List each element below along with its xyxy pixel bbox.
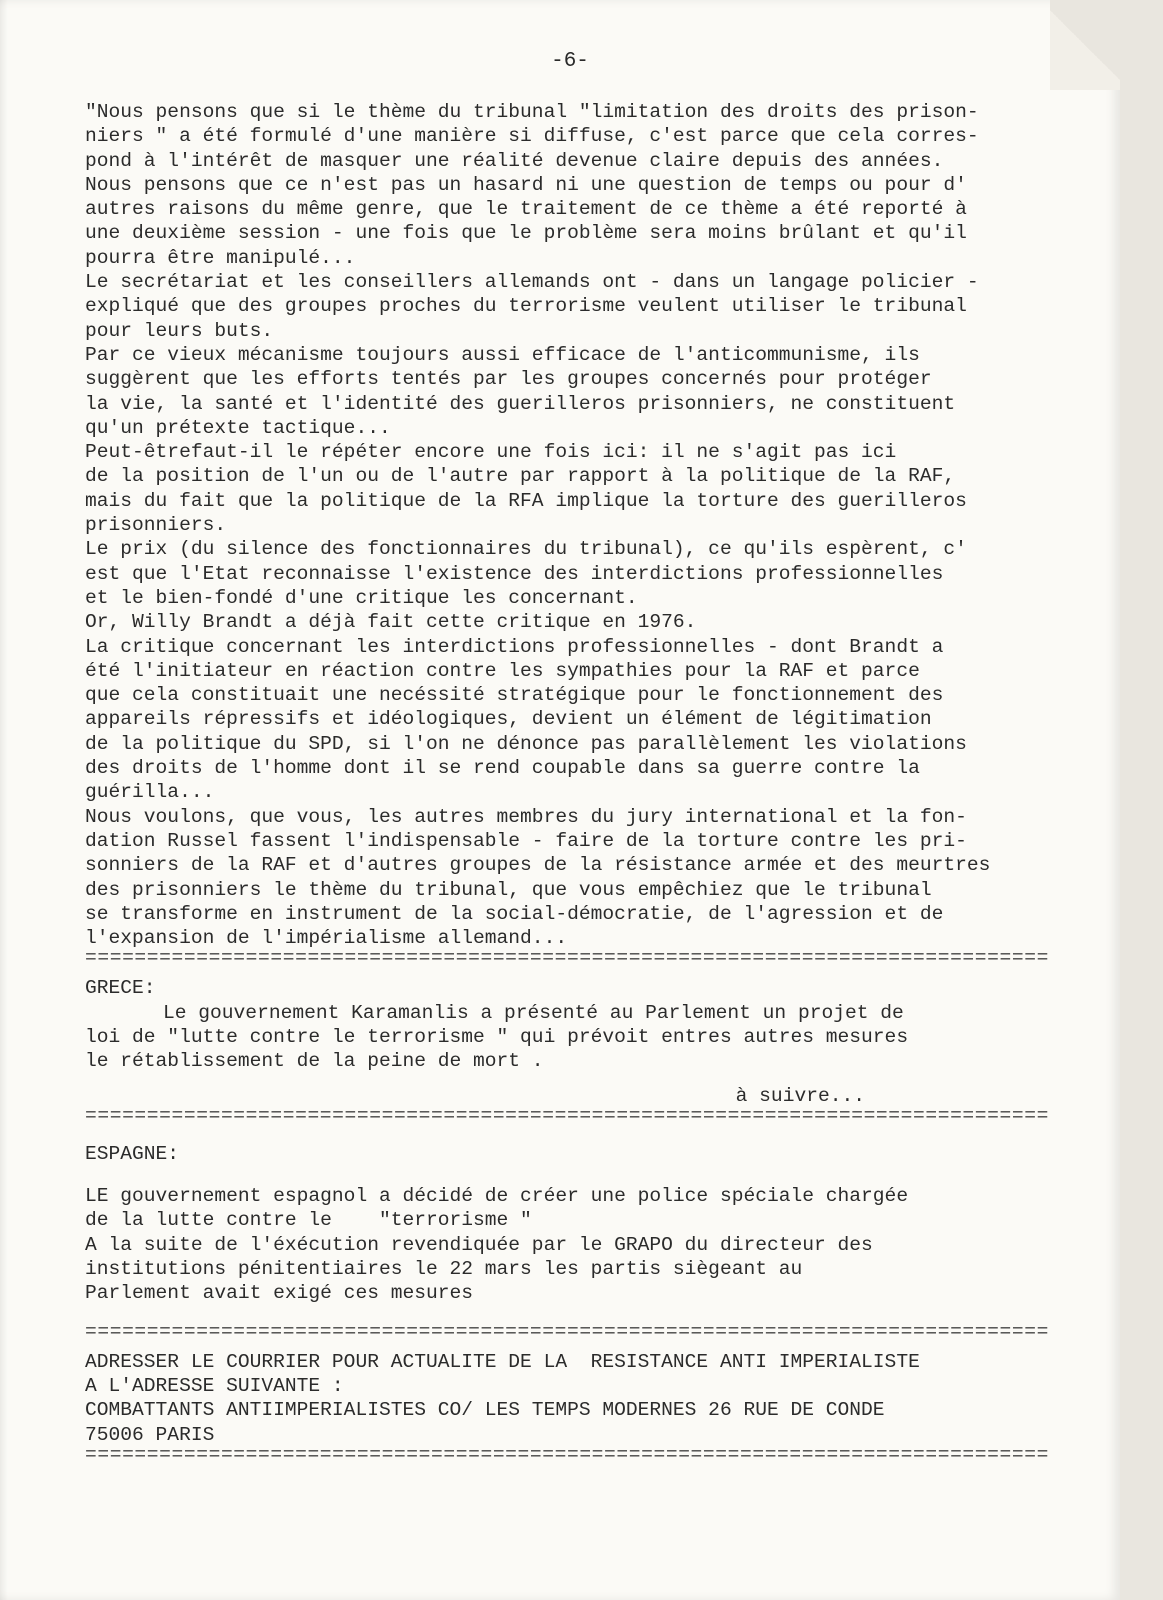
text-line: que cela constituait une necéssité stratégique pour le fonctionnement des <box>85 684 944 707</box>
text-line: prisonniers. <box>85 514 227 537</box>
text-line: pourra être manipulé... <box>85 246 356 269</box>
text-line: autres raisons du même genre, que le traitement de ce thème a été reporté à <box>85 198 967 221</box>
text-line: Peut-êtrefaut-il le répéter encore une fois ici: il ne s'agit pas ici <box>85 441 897 464</box>
text-line: institutions pénitentiaires le 22 mars les partis siègeant au <box>85 1258 803 1281</box>
separator-line: ============================================================================== <box>85 950 1049 967</box>
text-line: Nous pensons que ce n'est pas un hasard ni une question de temps ou pour d' <box>85 173 967 196</box>
text-line: guérilla... <box>85 781 215 804</box>
page-edge-shadow <box>0 0 8 1600</box>
separator-line: ============================================================================== <box>85 1446 1049 1463</box>
page-content <box>85 100 1115 1463</box>
section-greece <box>85 976 1115 1107</box>
footer-line: 75006 PARIS <box>85 1423 215 1446</box>
text-line: Or, Willy Brandt a déjà fait cette critique en 1976. <box>85 611 697 634</box>
text-line: Le secrétariat et les conseillers allemands ont - dans un langage policier - <box>85 271 979 294</box>
text-line: La critique concernant les interdictions professionnelles - dont Brandt a <box>85 635 944 658</box>
text-line: de la lutte contre le "terrorisme " <box>85 1209 532 1232</box>
section-heading-spain: ESPAGNE: <box>85 1142 180 1165</box>
text-line: "Nous pensons que si le thème du tribunal "limitation des droits des prison- <box>85 101 979 123</box>
text-line: de la position de l'un ou de l'autre par rapport à la politique de la RAF, <box>85 465 956 488</box>
separator-line: ============================================================================== <box>85 1323 1049 1340</box>
footer-line: A L'ADRESSE SUIVANTE : <box>85 1374 344 1397</box>
section-spain <box>85 1142 1115 1306</box>
text-line: de la politique du SPD, si l'on ne dénonce pas parallèlement les violations <box>85 732 967 755</box>
text-line: des prisonniers le thème du tribunal, que vous empêchiez que le tribunal <box>85 878 932 901</box>
text-line: appareils répressifs et idéologiques, devient un élément de légitimation <box>85 708 932 731</box>
text-line: Par ce vieux mécanisme toujours aussi efficace de l'anticommunisme, ils <box>85 343 920 366</box>
section-heading-greece: GRECE: <box>85 977 156 1000</box>
footer-address <box>85 1350 1115 1447</box>
text-line: niers " a été formulé d'une manière si diffuse, c'est parce que cela corres- <box>85 125 979 148</box>
text-line: suggèrent que les efforts tentés par les groupes concernés pour protéger <box>85 368 932 391</box>
text-line: été l'initiateur en réaction contre les sympathies pour la RAF et parce <box>85 659 920 682</box>
text-line: se transforme en instrument de la social-démocratie, de l'agression et de <box>85 902 944 925</box>
text-line: une deuxième session - une fois que le problème sera moins brûlant et qu'il <box>85 222 967 245</box>
text-line: pour leurs buts. <box>85 319 274 342</box>
text-line: est que l'Etat reconnaisse l'existence des interdictions professionnelles <box>85 562 944 585</box>
continued-note: à suivre... <box>735 1084 865 1107</box>
text-line: dation Russel fassent l'indispensable - faire de la torture contre les pri- <box>85 829 967 852</box>
separator-line: ============================================================================== <box>85 1107 1049 1124</box>
text-line: expliqué que des groupes proches du terrorisme veulent utiliser le tribunal <box>85 295 967 318</box>
section-tribunal-letter <box>85 100 1115 950</box>
footer-line: ADRESSER LE COURRIER POUR ACTUALITE DE LA RESISTANCE ANTI IMPERIALISTE <box>85 1350 920 1373</box>
folded-corner <box>1050 0 1120 90</box>
text-line: Le prix (du silence des fonctionnaires du tribunal), ce qu'ils espèrent, c' <box>85 538 967 561</box>
text-line: A la suite de l'éxécution revendiquée par le GRAPO du directeur des <box>85 1233 873 1256</box>
text-line: des droits de l'homme dont il se rend coupable dans sa guerre contre la <box>85 757 920 780</box>
text-line: mais du fait que la politique de la RFA implique la torture des guerilleros <box>85 489 967 512</box>
text-line: Le gouvernement Karamanlis a présenté au Parlement un projet de <box>163 1001 904 1024</box>
text-line: Nous voulons, que vous, les autres membres du jury international et la fon- <box>85 805 967 828</box>
text-line: l'expansion de l'impérialisme allemand... <box>85 927 568 950</box>
text-line: Parlement avait exigé ces mesures <box>85 1282 474 1305</box>
text-line: la vie, la santé et l'identité des guerilleros prisonniers, ne constituent <box>85 392 956 415</box>
text-line: LE gouvernement espagnol a décidé de créer une police spéciale chargée <box>85 1185 909 1208</box>
text-line: loi de "lutte contre le terrorisme " qui prévoit entres autres mesures <box>85 1025 909 1048</box>
text-line: pond à l'intérêt de masquer une réalité devenue claire depuis des années. <box>85 149 944 172</box>
text-line: et le bien-fondé d'une critique les concernant. <box>85 586 638 609</box>
text-line: le rétablissement de la peine de mort . <box>85 1050 544 1073</box>
text-line: qu'un prétexte tactique... <box>85 416 391 439</box>
text-line: sonniers de la RAF et d'autres groupes de la résistance armée et des meurtres <box>85 854 991 877</box>
page-number: -6- <box>551 50 589 73</box>
footer-line: COMBATTANTS ANTIIMPERIALISTES CO/ LES TEMPS MODERNES 26 RUE DE CONDE <box>85 1399 885 1422</box>
